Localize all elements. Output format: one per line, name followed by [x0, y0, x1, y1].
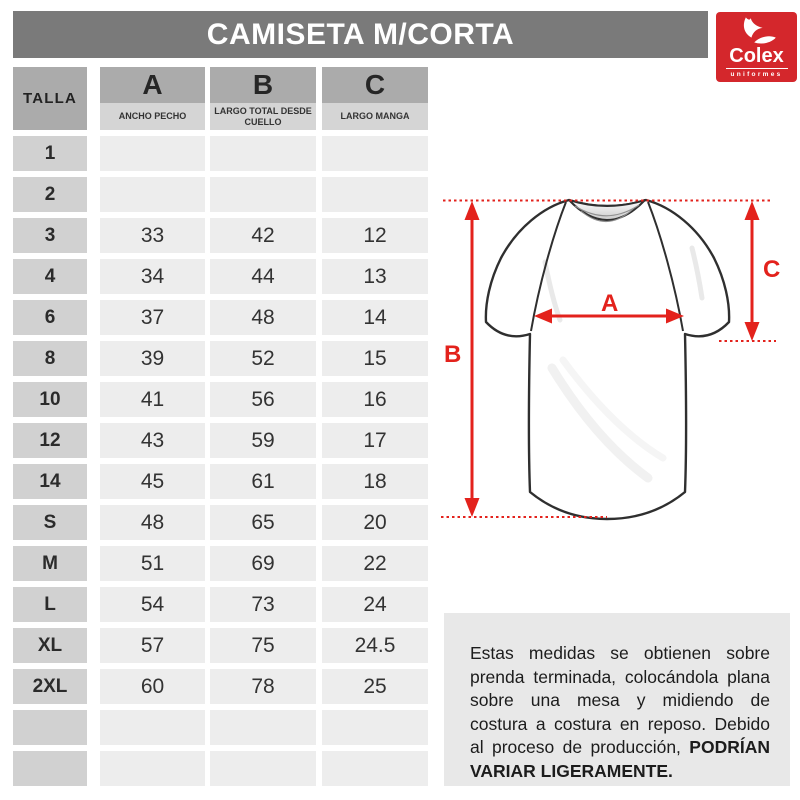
column-spacer: [87, 669, 100, 704]
column-spacer: [87, 259, 100, 294]
column-spacer: [87, 341, 100, 376]
measurement-cell: [322, 136, 428, 171]
measurement-cell: 44: [210, 259, 316, 294]
colex-bird-icon: [736, 16, 778, 48]
brand-tagline: uniformes: [730, 71, 783, 78]
measurement-note: [444, 613, 790, 786]
size-cell: 12: [13, 423, 87, 458]
measurement-cell: 15: [322, 341, 428, 376]
size-header-cell: TALLA: [13, 67, 87, 130]
size-cell: 2XL: [13, 669, 87, 704]
measurement-cell: 24: [322, 587, 428, 622]
column-spacer: [87, 587, 100, 622]
column-letter-a: A: [100, 67, 205, 103]
measurement-cell: 69: [210, 546, 316, 581]
measurement-cell: [210, 710, 316, 745]
dimension-arrow-b: [465, 201, 480, 517]
size-cell: 10: [13, 382, 87, 417]
note-body: Estas medidas se obtienen sobre prenda terminada, colocándola plana sobre una mesa y midiendo de costura a costura en reposo. Debido al proceso de producción,: [470, 643, 770, 757]
column-spacer: [87, 751, 100, 786]
measurement-cell: [100, 710, 205, 745]
column-spacer: [87, 464, 100, 499]
size-cell: 14: [13, 464, 87, 499]
column-header-c: [322, 67, 428, 130]
column-spacer: [87, 546, 100, 581]
column-desc-c: LARGO MANGA: [322, 103, 428, 130]
measurement-cell: 34: [100, 259, 205, 294]
measurement-cell: 59: [210, 423, 316, 458]
brand-name: Colex: [729, 45, 784, 67]
measurement-cell: 60: [100, 669, 205, 704]
title-bar: [13, 11, 708, 58]
page-title: CAMISETA M/CORTA: [206, 17, 515, 51]
measurement-cell: 17: [322, 423, 428, 458]
measurement-cell: 61: [210, 464, 316, 499]
measurement-cell: 43: [100, 423, 205, 458]
measurement-cell: [322, 751, 428, 786]
column-spacer: [87, 505, 100, 540]
measurement-cell: [100, 751, 205, 786]
measurement-cell: 75: [210, 628, 316, 663]
note-text: [470, 642, 770, 783]
size-cell: 4: [13, 259, 87, 294]
column-spacer: [87, 67, 100, 130]
size-table: [13, 67, 428, 786]
measurement-cell: 37: [100, 300, 205, 335]
column-spacer: [87, 710, 100, 745]
measurement-cell: 48: [100, 505, 205, 540]
measurement-cell: 42: [210, 218, 316, 253]
measurement-cell: 54: [100, 587, 205, 622]
size-cell: M: [13, 546, 87, 581]
column-spacer: [87, 628, 100, 663]
measurement-cell: [210, 751, 316, 786]
measurement-cell: 13: [322, 259, 428, 294]
column-letter-b: B: [210, 67, 316, 103]
measurement-cell: 12: [322, 218, 428, 253]
size-cell: XL: [13, 628, 87, 663]
size-cell: [13, 710, 87, 745]
size-cell: 8: [13, 341, 87, 376]
measurement-cell: 45: [100, 464, 205, 499]
measurement-cell: [322, 177, 428, 212]
column-spacer: [87, 382, 100, 417]
measurement-cell: 24.5: [322, 628, 428, 663]
column-header-a: [100, 67, 205, 130]
dimension-label-b: B: [444, 341, 462, 368]
size-cell: 6: [13, 300, 87, 335]
measurement-cell: 73: [210, 587, 316, 622]
measurement-cell: 20: [322, 505, 428, 540]
measurement-cell: 78: [210, 669, 316, 704]
size-cell: 2: [13, 177, 87, 212]
column-desc-a: ANCHO PECHO: [100, 103, 205, 130]
dimension-label-a: A: [601, 290, 619, 317]
column-spacer: [87, 177, 100, 212]
measurement-cell: [322, 710, 428, 745]
column-spacer: [87, 423, 100, 458]
measurement-cell: 65: [210, 505, 316, 540]
note-emphasis: PODRÍAN VARIAR LIGERAMENTE.: [470, 737, 770, 781]
column-spacer: [87, 136, 100, 171]
measurement-cell: 33: [100, 218, 205, 253]
size-cell: 3: [13, 218, 87, 253]
measurement-cell: [100, 136, 205, 171]
measurement-cell: 18: [322, 464, 428, 499]
size-cell: [13, 751, 87, 786]
measurement-cell: [210, 136, 316, 171]
measurement-cell: 25: [322, 669, 428, 704]
measurement-cell: 57: [100, 628, 205, 663]
measurement-cell: 48: [210, 300, 316, 335]
measurement-cell: [100, 177, 205, 212]
measurement-cell: 14: [322, 300, 428, 335]
measurement-cell: [210, 177, 316, 212]
measurement-cell: 39: [100, 341, 205, 376]
size-cell: 1: [13, 136, 87, 171]
measurement-cell: 51: [100, 546, 205, 581]
column-desc-b: LARGO TOTAL DESDE CUELLO: [210, 103, 316, 130]
column-spacer: [87, 300, 100, 335]
measurement-cell: 56: [210, 382, 316, 417]
tshirt-measure-diagram: [440, 180, 800, 540]
column-letter-c: C: [322, 67, 428, 103]
size-cell: L: [13, 587, 87, 622]
column-spacer: [87, 218, 100, 253]
logo-divider: [726, 68, 788, 69]
measurement-cell: 22: [322, 546, 428, 581]
dimension-label-c: C: [763, 256, 781, 283]
measurement-cell: 52: [210, 341, 316, 376]
colex-logo: [716, 12, 797, 82]
measurement-cell: 41: [100, 382, 205, 417]
size-cell: S: [13, 505, 87, 540]
dimension-arrow-c: [745, 201, 760, 341]
column-header-b: [210, 67, 316, 130]
measurement-cell: 16: [322, 382, 428, 417]
